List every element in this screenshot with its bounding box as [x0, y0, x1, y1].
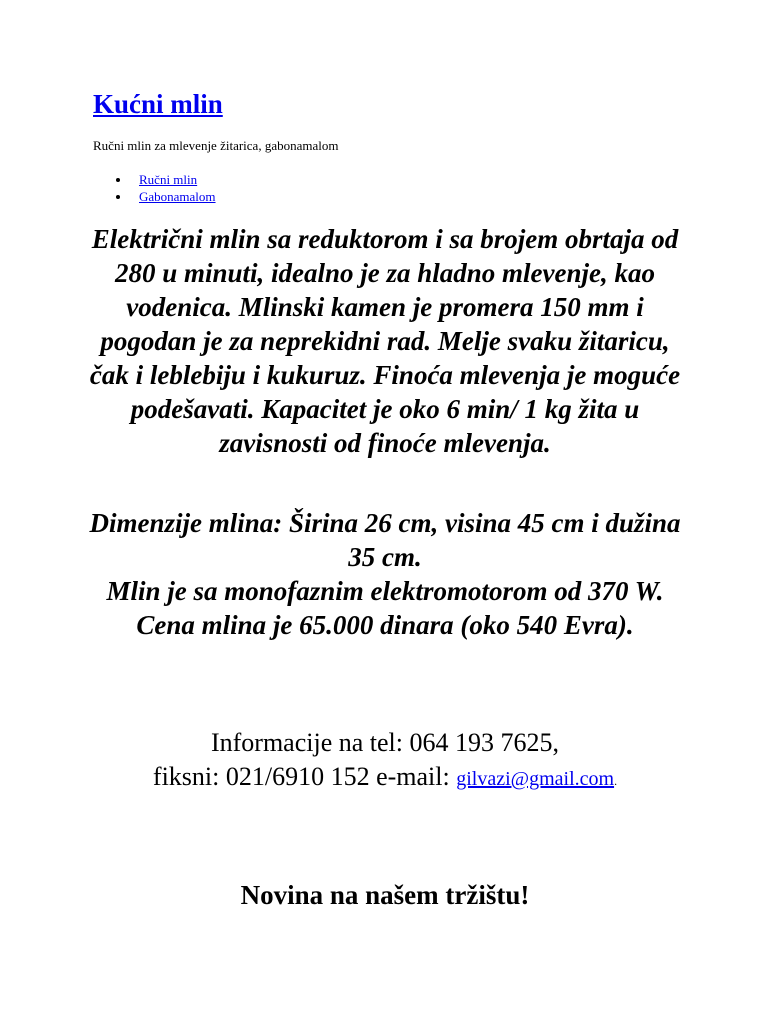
- product-description: Električni mlin sa reduktorom i sa brojem obrtaja od 280 u minuti, idealno je za hladno mlevenje, kao vodenica. Mlinski kamen je promera 150 mm i pogodan je za neprekidni rad. Melje svaku žitaricu, čak i leblebiju i kukuruz. Finoća mlevenja je moguće podešavati. Kapacitet je oko 6 min/ 1 kg žita u zavisnosti od finoće mlevenja.: [89, 224, 681, 458]
- product-specs: [80, 506, 690, 642]
- page-title: [93, 86, 223, 122]
- nav-link-rucni-mlin[interactable]: Ručni mlin: [139, 172, 198, 187]
- email-suffix: .: [614, 774, 618, 788]
- nav-item-gabonamalom: [114, 188, 216, 205]
- dimensions-text: Dimenzije mlina: Širina 26 cm, visina 45 cm i dužina 35 cm.: [89, 508, 681, 572]
- nav-item-rucni-mlin: [114, 171, 216, 188]
- nav-list: [114, 171, 216, 205]
- email-link[interactable]: gilvazi@gmail.com: [456, 768, 615, 790]
- site-title-link[interactable]: Kućni mlin: [93, 89, 223, 119]
- motor-text: Mlin je sa monofaznim elektromotorom od 370 W.: [106, 576, 664, 606]
- price-text: Cena mlina je 65.000 dinara (oko 540 Evra).: [136, 610, 634, 640]
- site-description: Ručni mlin za mlevenje žitarica, gabonamalom: [93, 138, 339, 153]
- contact-info: [60, 726, 710, 798]
- fixed-phone-text: fiksni: 021/6910 152 e-mail:: [152, 762, 457, 791]
- fixed-line-row: [60, 760, 710, 798]
- nav-link-gabonamalom[interactable]: Gabonamalom: [139, 189, 216, 204]
- phone-line: Informacije na tel: 064 193 7625,: [210, 728, 560, 757]
- novina-headline: Novina na našem tržištu!: [240, 880, 530, 910]
